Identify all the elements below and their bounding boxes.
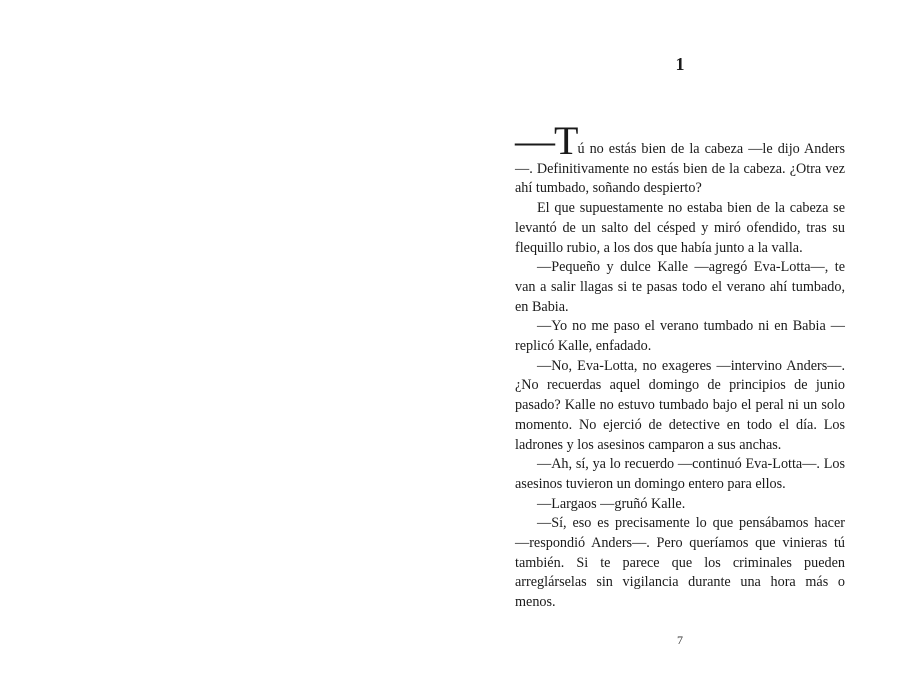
paragraph: —Ah, sí, ya lo recuerdo —continuó Eva-Lotta—. Los asesinos tuvieron un domingo entero para ellos. [515, 456, 845, 492]
paragraph: —Pequeño y dulce Kalle —agregó Eva-Lotta—, te van a salir llagas si te pasas todo el verano ahí tumbado, en Babia. [515, 259, 845, 315]
drop-cap: —T [515, 118, 578, 163]
paragraph: —Largaos —gruñó Kalle. [537, 495, 686, 512]
chapter-body [515, 118, 845, 613]
paragraph: —Yo no me paso el verano tumbado ni en Babia —replicó Kalle, enfadado. [515, 318, 845, 355]
paragraph: —Sí, eso es precisamente lo que pensábamos hacer —respondió Anders—. Pero queríamos que vinieras tú también. Si te parece que los criminales pueden arreglárselas sin vigilancia durante una hora más o menos. [515, 515, 845, 611]
page-number: 7 [677, 633, 683, 647]
opening-paragraph [515, 118, 845, 199]
chapter-number: 1 [675, 54, 685, 74]
opening-text: ú no estás bien de la cabeza —le dijo Anders—. Definitivamente no estás bien de la cabeza. ¿Otra vez ahí tumbado, soñando despierto? [515, 141, 845, 197]
paragraph: —No, Eva-Lotta, no exageres —intervino Anders—. ¿No recuerdas aquel domingo de principios de junio pasado? Kalle no estuvo tumbado bajo el peral ni un solo momento. No ejerció de detective en todo el día. Los ladrones y los asesinos camparon a sus anchas. [515, 357, 845, 453]
paragraph: El que supuestamente no estaba bien de la cabeza se levantó de un salto del césped y miró ofendido, tras su flequillo rubio, a los dos que había junto a la valla. [515, 200, 845, 256]
